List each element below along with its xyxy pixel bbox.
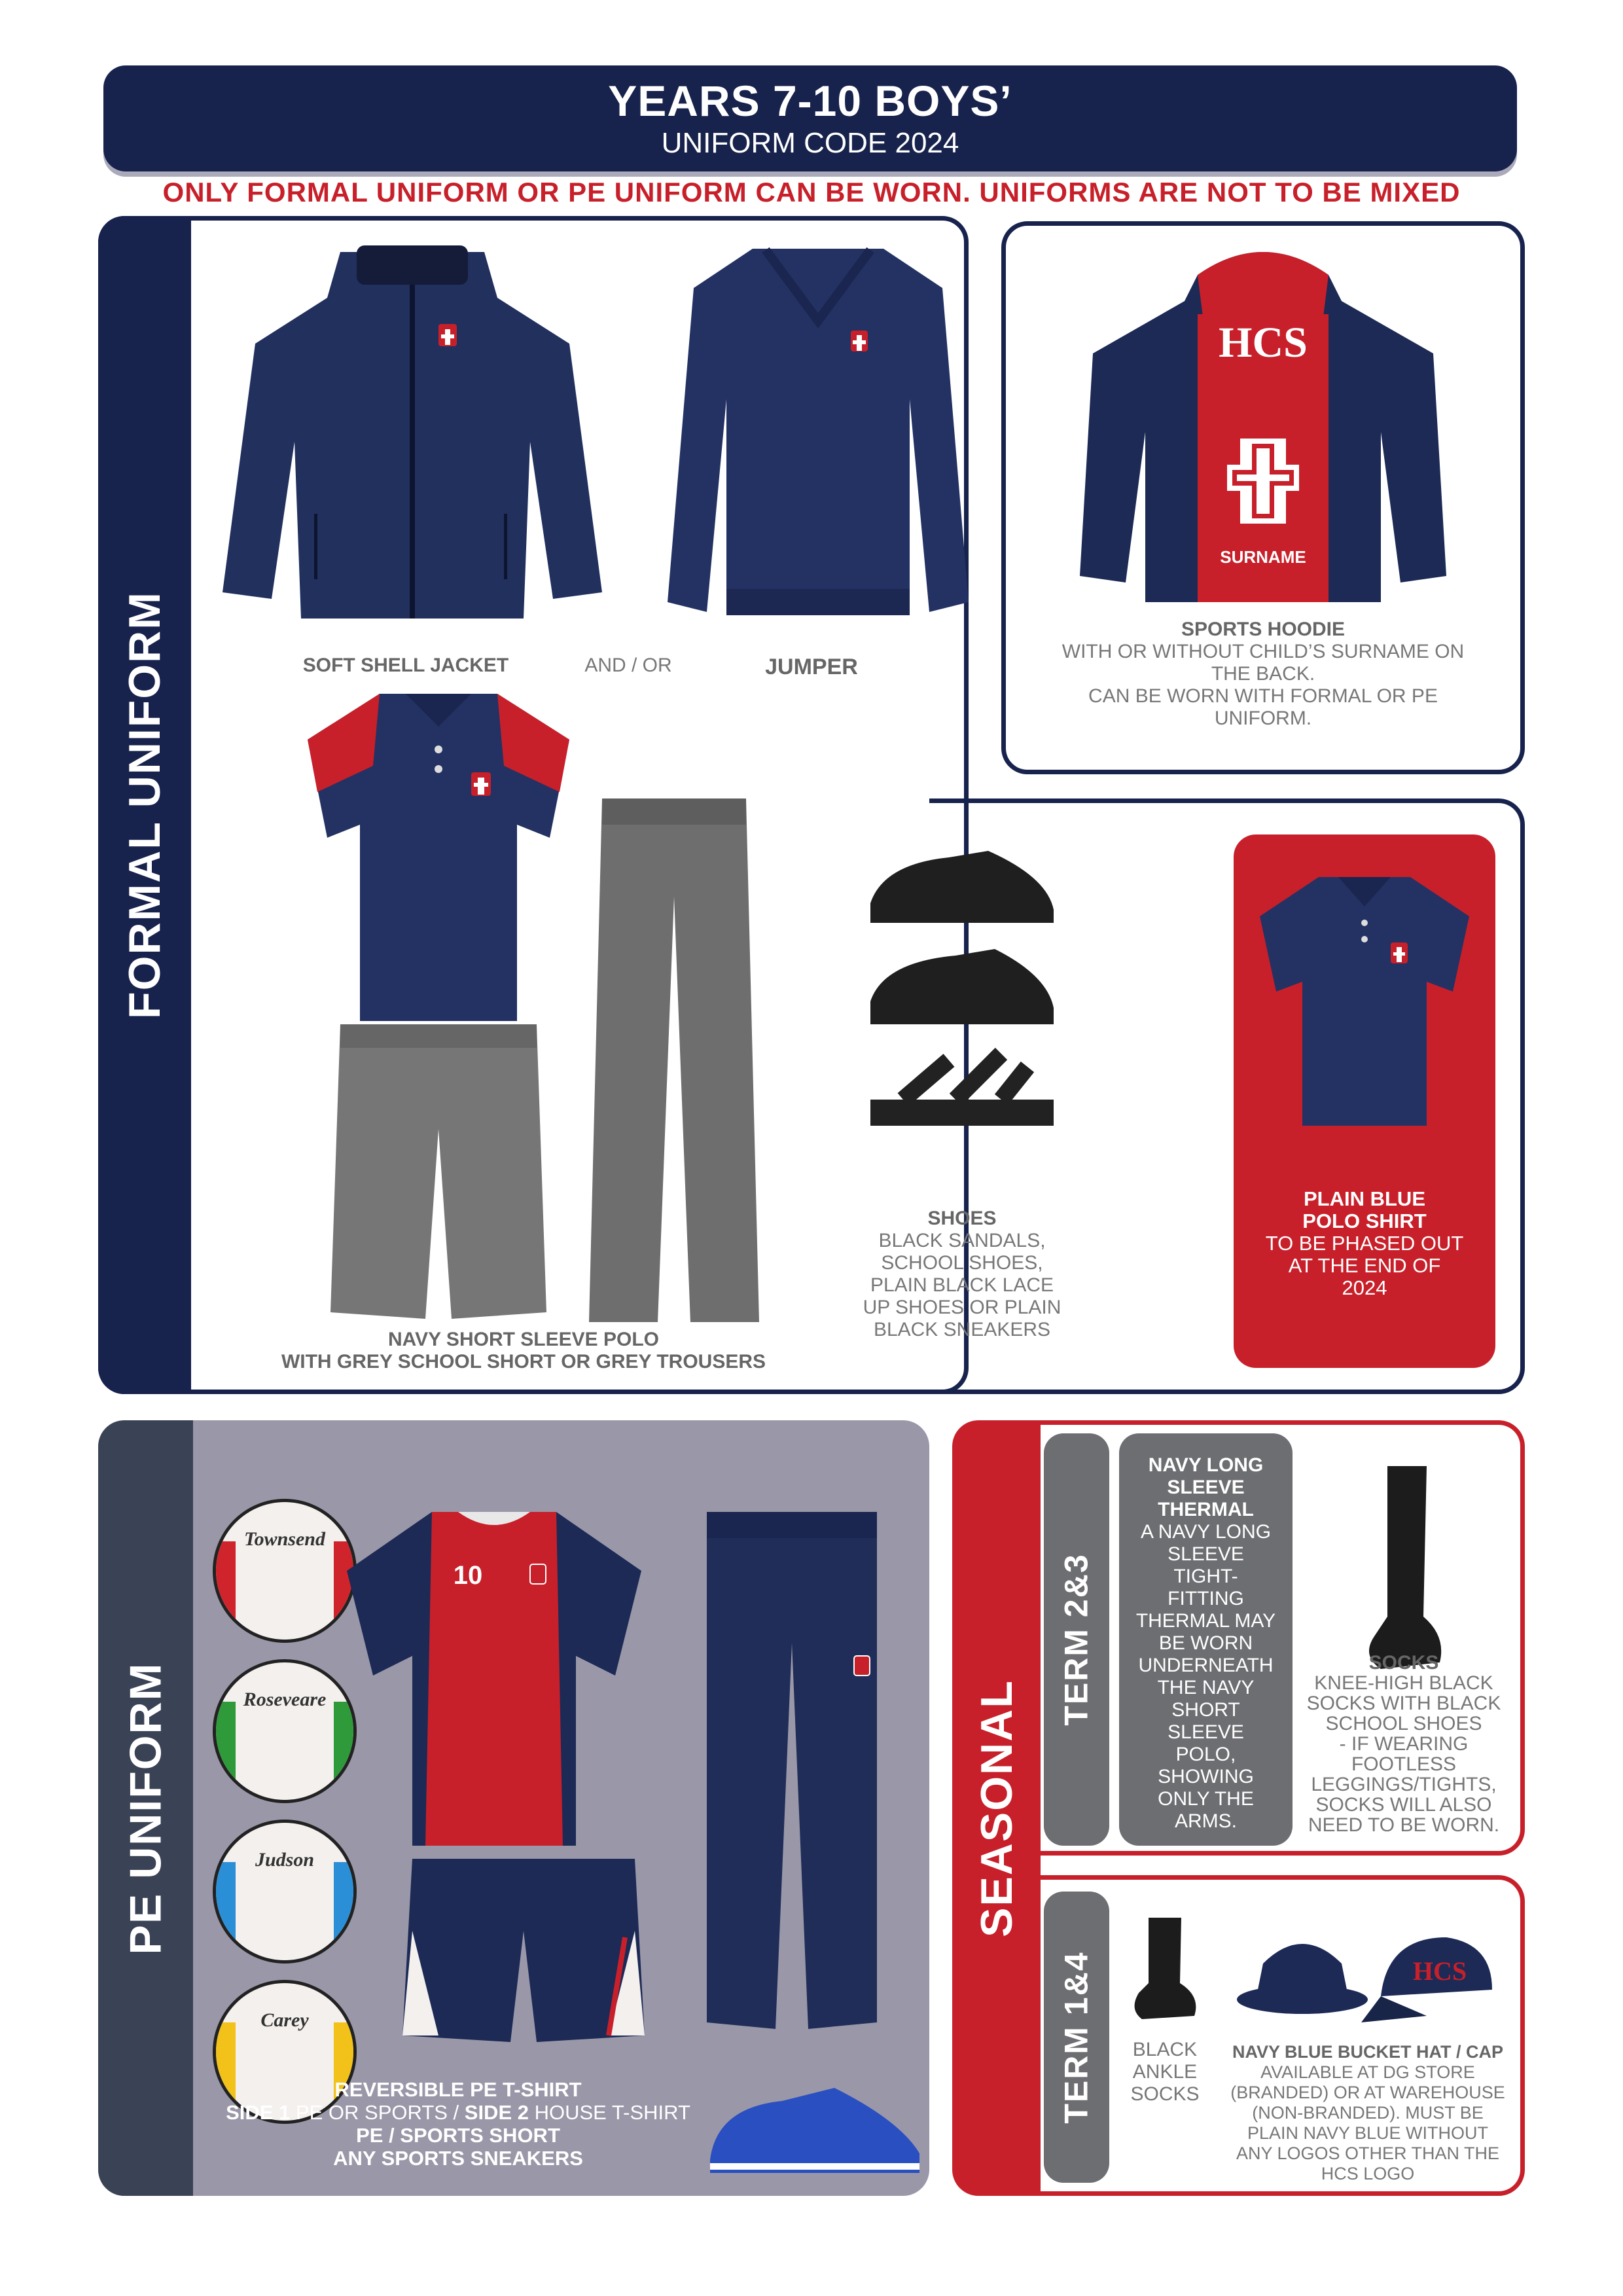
jacket-label: SOFT SHELL JACKET xyxy=(302,655,509,676)
ankle-socks-image xyxy=(1122,1911,1207,2029)
polo-caption xyxy=(223,1329,825,1373)
house-name-carey: Carey xyxy=(260,2009,309,2031)
thermal-line-1: A NAVY LONG xyxy=(1141,1521,1271,1543)
hoodie-line-3: CAN BE WORN WITH FORMAL OR PE xyxy=(1088,685,1438,707)
pe-shirt-number: 10 xyxy=(453,1561,483,1590)
plain-polo-line-1: TO BE PHASED OUT xyxy=(1265,1232,1464,1255)
term23-label: TERM 2&3 xyxy=(1058,1553,1096,1726)
house-shirt-judson xyxy=(213,1820,357,1964)
socks-caption xyxy=(1293,1653,1515,1835)
thermal-title-1: NAVY LONG xyxy=(1148,1454,1264,1476)
header-banner xyxy=(103,65,1517,171)
hoodie-caption xyxy=(1027,619,1499,730)
thermal-line-7: UNDERNEATH xyxy=(1138,1655,1274,1676)
pe-side-2-text: HOUSE T-SHIRT xyxy=(528,2101,690,2124)
navy-polo-image xyxy=(301,687,576,1028)
jumper-label: JUMPER xyxy=(765,655,858,679)
plain-polo-title-1: PLAIN BLUE xyxy=(1304,1187,1425,1210)
thermal-line-13: ONLY THE xyxy=(1158,1788,1254,1810)
hoodie-line-2: THE BACK. xyxy=(1211,663,1315,685)
page-title: YEARS 7-10 BOYS’ xyxy=(608,77,1012,125)
pe-trackpants-image xyxy=(694,1499,890,2036)
hat-line-4: PLAIN NAVY BLUE WITHOUT xyxy=(1247,2123,1489,2143)
socks-line-4: - IF WEARING xyxy=(1339,1733,1469,1755)
hat-line-1: AVAILABLE AT DG STORE xyxy=(1260,2062,1475,2082)
house-stripe-judson-r xyxy=(334,1862,353,1964)
sports-hoodie-image xyxy=(1067,236,1459,609)
hoodie-title: SPORTS HOODIE xyxy=(1181,619,1346,640)
pe-section-bar xyxy=(98,1420,193,2196)
socks-line-5: FOOTLESS xyxy=(1351,1753,1457,1775)
house-shirt-roseveare xyxy=(213,1659,357,1803)
ankle-line-3: SOCKS xyxy=(1130,2083,1200,2105)
hoodie-print-letters: HCS xyxy=(1219,319,1308,367)
softshell-jacket-image xyxy=(216,226,609,638)
hoodie-line-1: WITH OR WITHOUT CHILD’S SURNAME ON xyxy=(1061,641,1465,662)
socks-line-1: KNEE-HIGH BLACK xyxy=(1314,1672,1493,1694)
pe-caption-line-3: PE / SPORTS SHORT xyxy=(356,2124,560,2147)
pe-section-label: PE UNIFORM xyxy=(120,1662,171,1954)
pe-caption-line-4: ANY SPORTS SNEAKERS xyxy=(333,2147,583,2170)
socks-line-7: SOCKS WILL ALSO xyxy=(1315,1794,1492,1816)
pe-side-1: SIDE 1 xyxy=(226,2101,291,2124)
thermal-line-10: SLEEVE xyxy=(1168,1721,1244,1743)
socks-line-2: SOCKS WITH BLACK xyxy=(1306,1693,1501,1714)
term23-bar xyxy=(1044,1433,1109,1846)
shoes-line-5: BLACK SNEAKERS xyxy=(873,1319,1051,1340)
house-stripe-roseveare xyxy=(216,1702,236,1803)
hat-line-2: (BRANDED) OR AT WAREHOUSE xyxy=(1230,2083,1505,2102)
socks-title: SOCKS xyxy=(1368,1652,1439,1674)
plain-blue-polo-image xyxy=(1253,870,1476,1132)
plain-polo-caption xyxy=(1234,1188,1495,1299)
thermal-line-4: FITTING xyxy=(1168,1588,1244,1609)
ankle-line-2: ANKLE xyxy=(1132,2061,1198,2083)
pe-caption-line-2 xyxy=(196,2101,720,2124)
formal-section-label: FORMAL UNIFORM xyxy=(120,591,169,1019)
house-name-judson: Judson xyxy=(255,1849,315,1871)
thermal-line-8: THE NAVY xyxy=(1157,1677,1255,1698)
grey-shorts-image xyxy=(327,1018,550,1325)
school-shoes-image xyxy=(857,838,1067,1191)
ankle-line-1: BLACK xyxy=(1132,2039,1198,2060)
pe-caption-line-1: REVERSIBLE PE T-SHIRT xyxy=(334,2078,582,2101)
polo-caption-line-1: NAVY SHORT SLEEVE POLO xyxy=(388,1329,659,1350)
pe-tshirt-image xyxy=(340,1499,648,1852)
thermal-line-5: THERMAL MAY xyxy=(1135,1610,1276,1632)
thermal-title-2: SLEEVE xyxy=(1167,1477,1245,1498)
hoodie-line-4: UNIFORM. xyxy=(1214,708,1312,729)
house-name-townsend: Townsend xyxy=(244,1528,325,1550)
pe-caption xyxy=(196,2078,720,2170)
pe-side-1-text: PE OR SPORTS / xyxy=(290,2101,465,2124)
plain-polo-line-3: 2024 xyxy=(1342,1276,1387,1299)
shoes-title: SHOES xyxy=(927,1208,997,1229)
socks-line-8: NEED TO BE WORN. xyxy=(1308,1814,1500,1836)
cap-letters: HCS xyxy=(1412,1956,1467,1986)
seasonal-section-label: SEASONAL xyxy=(971,1679,1022,1937)
thermal-line-9: SHORT xyxy=(1171,1699,1240,1721)
formal-section-bar xyxy=(98,216,191,1394)
house-stripe-townsend xyxy=(216,1541,236,1643)
plain-polo-title-2: POLO SHIRT xyxy=(1302,1210,1427,1232)
house-stripe-judson xyxy=(216,1862,236,1964)
shoes-line-4: UP SHOES OR PLAIN xyxy=(863,1297,1061,1318)
polo-caption-line-2: WITH GREY SCHOOL SHORT OR GREY TROUSERS xyxy=(281,1351,766,1372)
thermal-line-2: SLEEVE xyxy=(1168,1543,1244,1565)
term14-bar xyxy=(1044,1892,1109,2183)
pe-shorts-image xyxy=(399,1852,648,2049)
shoes-line-3: PLAIN BLACK LACE xyxy=(870,1274,1054,1296)
socks-line-3: SCHOOL SHOES xyxy=(1325,1713,1482,1734)
thermal-title-3: THERMAL xyxy=(1158,1499,1254,1520)
hat-title: NAVY BLUE BUCKET HAT / CAP xyxy=(1232,2042,1504,2062)
hat-caption xyxy=(1217,2042,1518,2184)
house-shirt-townsend xyxy=(213,1499,357,1643)
house-name-roseveare: Roseveare xyxy=(243,1689,327,1710)
hat-line-5: ANY LOGOS OTHER THAN THE xyxy=(1236,2144,1500,2163)
thermal-line-6: BE WORN xyxy=(1158,1632,1253,1654)
pe-side-2: SIDE 2 xyxy=(464,2101,529,2124)
hoodie-print-surname: SURNAME xyxy=(1220,547,1306,567)
hat-line-3: (NON-BRANDED). MUST BE xyxy=(1252,2103,1484,2123)
term14-label: TERM 1&4 xyxy=(1058,1950,1096,2124)
thermal-line-11: POLO, xyxy=(1175,1744,1236,1765)
rule-notice: ONLY FORMAL UNIFORM OR PE UNIFORM CAN BE WORN. UNIFORMS ARE NOT TO BE MIXED xyxy=(162,177,1461,207)
shoes-line-2: SCHOOL SHOES, xyxy=(881,1252,1043,1274)
knee-socks-image xyxy=(1348,1460,1466,1682)
hat-line-6: HCS LOGO xyxy=(1321,2164,1415,2183)
page-subtitle: UNIFORM CODE 2024 xyxy=(661,127,959,159)
thermal-line-14: ARMS. xyxy=(1174,1810,1237,1832)
and-or-label: AND / OR xyxy=(584,655,672,676)
sports-sneaker-image xyxy=(704,2081,926,2186)
grey-trousers-image xyxy=(576,792,772,1329)
thermal-line-3: TIGHT- xyxy=(1173,1566,1238,1587)
thermal-panel xyxy=(1119,1433,1293,1846)
thermal-line-12: SHOWING xyxy=(1158,1766,1254,1787)
ankle-socks-caption xyxy=(1113,2039,1217,2106)
socks-line-6: LEGGINGS/TIGHTS, xyxy=(1311,1774,1497,1795)
shoes-caption xyxy=(851,1208,1073,1341)
plain-polo-line-2: AT THE END OF xyxy=(1288,1254,1441,1277)
jumper-image xyxy=(661,236,975,641)
bucket-hat-cap-image xyxy=(1230,1918,1505,2036)
shoes-line-1: BLACK SANDALS, xyxy=(878,1230,1046,1251)
